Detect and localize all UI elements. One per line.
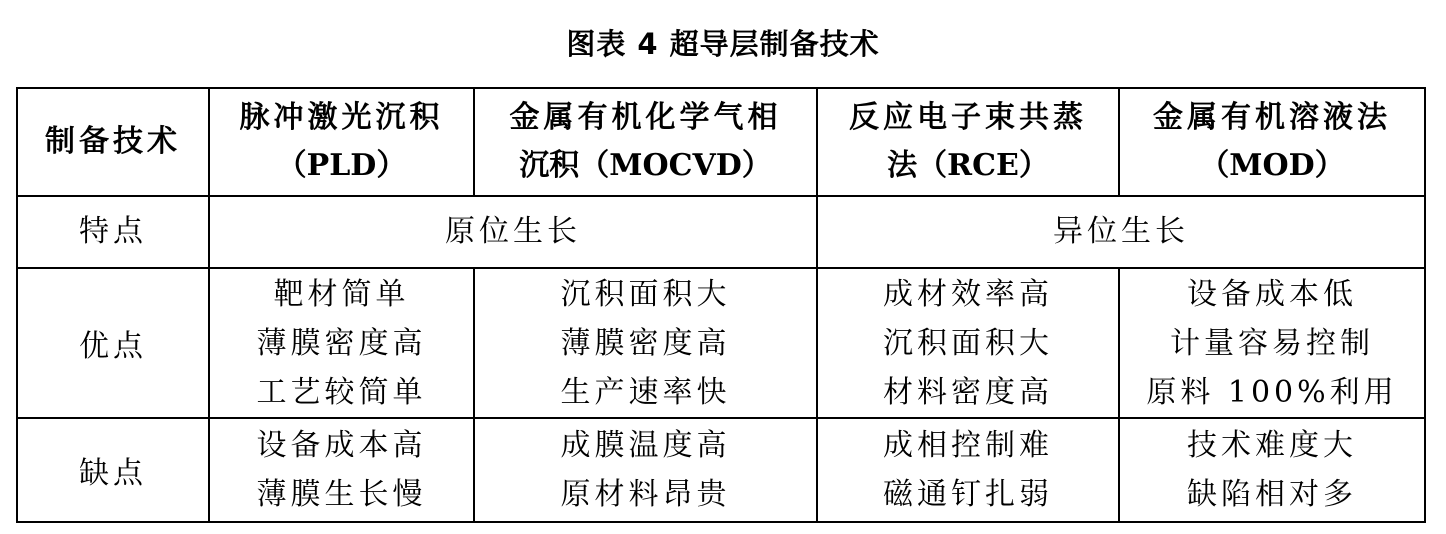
advantage-item: 设备成本低: [1187, 276, 1357, 312]
advantage-item: 计量容易控制: [1170, 325, 1374, 361]
advantage-item: 薄膜密度高: [256, 325, 427, 361]
disadvantages-mocvd-cell: [474, 418, 817, 522]
header-cell-mod: [1119, 88, 1425, 196]
table-row-advantages: [17, 268, 1425, 418]
advantage-item: 沉积面积大: [560, 276, 731, 312]
table-caption: 图表 4 超导层制备技术: [566, 27, 880, 61]
disadvantages-rce-cell: [817, 418, 1119, 522]
table-header-row: [17, 88, 1425, 196]
advantage-item: 沉积面积大: [883, 325, 1053, 361]
advantage-item: 材料密度高: [883, 374, 1053, 410]
disadvantage-item: 设备成本高: [256, 428, 427, 463]
disadvantages-mod-cell: [1119, 418, 1425, 522]
header-mocvd-line-1: 金属有机化学气相: [509, 100, 782, 135]
header-mocvd-line-2: 沉积（MOCVD）: [519, 148, 772, 183]
disadvantage-item: 成相控制难: [883, 428, 1053, 463]
advantage-item: 生产速率快: [560, 374, 731, 410]
header-cell-rce: [817, 88, 1119, 196]
advantage-item: 成材效率高: [883, 276, 1053, 312]
feature-in-situ-cell: 原位生长: [209, 196, 817, 268]
row-label-advantages: 优点: [17, 268, 209, 418]
disadvantage-item: 成膜温度高: [560, 428, 731, 463]
advantage-item: 薄膜密度高: [560, 325, 731, 361]
header-pld-line-2: （PLD）: [276, 148, 407, 183]
advantages-mod-cell: [1119, 268, 1425, 418]
advantages-rce-cell: [817, 268, 1119, 418]
disadvantages-pld-cell: [209, 418, 474, 522]
table-row-disadvantages: [17, 418, 1425, 522]
header-rce-line-1: 反应电子束共蒸: [849, 100, 1087, 135]
header-rce-line-2: 法（RCE）: [887, 148, 1049, 183]
disadvantage-item: 缺陷相对多: [1187, 477, 1357, 512]
advantages-mocvd-cell: [474, 268, 817, 418]
advantage-item: 工艺较简单: [256, 374, 427, 410]
feature-ex-situ-cell: 异位生长: [817, 196, 1425, 268]
disadvantage-item: 技术难度大: [1187, 428, 1357, 463]
table-row-feature: [17, 196, 1425, 268]
advantage-item: 原料 100%利用: [1146, 374, 1398, 410]
disadvantage-item: 磁通钉扎弱: [883, 477, 1053, 512]
advantages-pld-cell: [209, 268, 474, 418]
header-pld-line-1: 脉冲激光沉积: [239, 100, 444, 135]
header-cell-technology: 制备技术: [17, 88, 209, 196]
preparation-technology-table: [16, 87, 1426, 523]
header-cell-pld: [209, 88, 474, 196]
header-cell-mocvd: [474, 88, 817, 196]
header-mod-line-1: 金属有机溶液法: [1153, 100, 1391, 135]
row-label-feature: 特点: [17, 196, 209, 268]
advantage-item: 靶材简单: [273, 276, 410, 312]
disadvantage-item: 原材料昂贵: [560, 477, 731, 512]
disadvantage-item: 薄膜生长慢: [256, 477, 427, 512]
row-label-disadvantages: 缺点: [17, 418, 209, 522]
header-mod-line-2: （MOD）: [1199, 148, 1345, 183]
